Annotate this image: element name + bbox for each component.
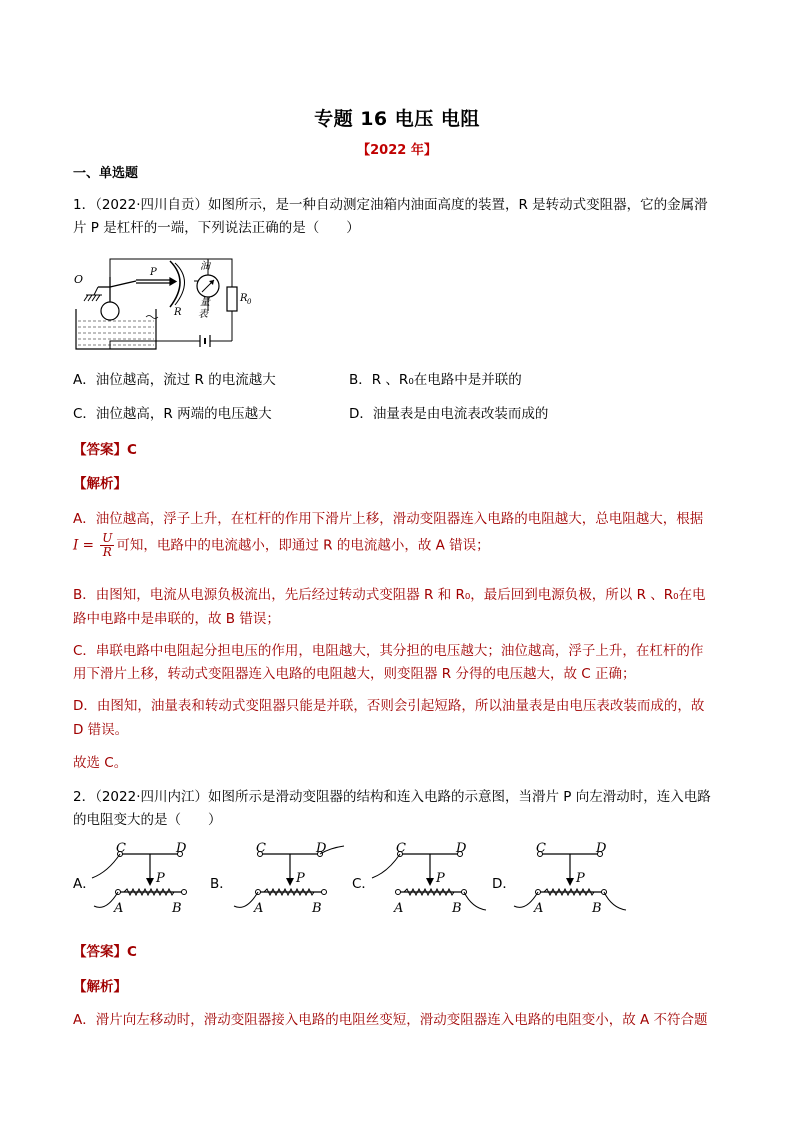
q2-diagrams (80, 842, 640, 922)
slider-p (136, 278, 176, 285)
lever (98, 277, 136, 302)
q1-analysis-tag: 【解析】 (73, 476, 127, 492)
svg-text:B: B (172, 901, 182, 916)
q1-answer: 【答案】C (73, 442, 137, 458)
q1-analysis-c-line1: C．串联电路中电阻起分担电压的作用，电阻越大，其分担的电压越大；油位越高，浮子上升，在杠杆的作 (73, 643, 704, 659)
label-r: R (174, 307, 182, 318)
svg-text:A: A (394, 901, 404, 916)
pivot-support (84, 287, 102, 301)
svg-text:B: B (452, 901, 462, 916)
battery (200, 335, 210, 347)
analysis-a-text: 可知，电路中的电流越小，即通过 R 的电流越小，故 A 错误； (116, 537, 490, 554)
meter-char-1: 油 (200, 261, 210, 272)
q2-option-a-label: A． (73, 876, 96, 892)
q1-option-d: D．油量表是由电流表改装而成的 (349, 406, 549, 422)
svg-text:D: D (456, 842, 467, 856)
circuit-wires (110, 259, 232, 349)
q2-option-c-label: C． (352, 876, 375, 892)
svg-text:A: A (254, 901, 264, 916)
page-title: 专题 16 电压 电阻 (314, 108, 480, 130)
svg-text:C: C (536, 842, 546, 856)
q1-stem-line2: 片 P 是杠杆的一端，下列说法正确的是（ ） (73, 220, 360, 236)
section-heading: 一、单选题 (73, 166, 139, 181)
svg-text:P: P (436, 871, 445, 886)
q2-stem-line2: 的电阻变大的是（ ） (73, 812, 222, 828)
q1-analysis-c-line2: 用下滑片上移，转动式变阻器连入电路的电阻越大，则变阻器 R 分得的电压越大，故 C 正确； (73, 666, 636, 682)
meter-char-2: 量 (200, 297, 210, 308)
svg-text:C: C (256, 842, 266, 856)
q1-conclusion: 故选 C。 (73, 755, 128, 771)
q1-analysis-a-line2 (73, 532, 723, 559)
q1-option-a: A．油位越高，流过 R 的电流越大 (73, 372, 276, 388)
svg-text:D: D (176, 842, 187, 856)
svg-text:B: B (592, 901, 602, 916)
meter-char-3: 表 (198, 309, 208, 320)
q1-analysis-b-line1: B．由图知，电流从电源负极流出，先后经过转动式变阻器 R 和 R₀，最后回到电源负极，所以 R 、R₀在电 (73, 587, 706, 603)
q1-stem-line1: 1．（2022·四川自贡）如图所示，是一种自动测定油箱内油面高度的装置，R 是转动式变阻器，它的金属滑 (73, 197, 708, 213)
svg-text:C: C (116, 842, 126, 856)
q2-analysis-tag: 【解析】 (73, 979, 127, 995)
svg-text:A: A (534, 901, 544, 916)
float-ball (101, 302, 119, 320)
svg-text:P: P (576, 871, 585, 886)
svg-text:D: D (316, 842, 327, 856)
svg-text:P: P (296, 871, 305, 886)
svg-text:B: B (312, 901, 322, 916)
svg-text:A: A (114, 901, 124, 916)
q1-option-c: C．油位越高，R 两端的电压越大 (73, 406, 272, 422)
q1-analysis-b-line2: 路中电路中是串联的，故 B 错误； (73, 611, 280, 627)
rheostat-d (514, 842, 626, 916)
svg-text:C: C (396, 842, 406, 856)
q1-analysis-a-line1: A．油位越高，浮子上升，在杠杆的作用下滑片上移，滑动变阻器连入电路的电阻越大，总电阻越大，根据 (73, 511, 704, 527)
q1-option-b: B．R 、R₀在电路中是并联的 (349, 372, 522, 388)
formula-denominator: R (102, 545, 112, 559)
q2-option-b-label: B． (210, 876, 233, 892)
q2-answer: 【答案】C (73, 944, 137, 960)
year-heading: 【2022 年】 (357, 143, 437, 158)
q2-analysis-a-line1: A．滑片向左移动时，滑动变阻器接入电路的电阻丝变短，滑动变阻器连入电路的电阻变小，故 A 不符合题 (73, 1012, 708, 1028)
label-r0: R (240, 293, 248, 304)
q2-option-d-label: D． (492, 876, 516, 892)
svg-text:P: P (156, 871, 165, 886)
formula-fraction (100, 532, 114, 559)
svg-text:D: D (596, 842, 607, 856)
q1-figure (72, 255, 252, 355)
q2-stem-line1: 2．（2022·四川内江）如图所示是滑动变阻器的结构和连入电路的示意图，当滑片 P 向左滑动时，连入电路 (73, 789, 711, 805)
rheostat-c (372, 842, 486, 916)
q1-analysis-d-line1: D．由图知，油量表和转动式变阻器只能是并联，否则会引起短路，所以油量表是由电压表改装而成的，故 (73, 698, 705, 714)
formula-left: I = (73, 537, 94, 554)
q1-analysis-d-line2: D 错误。 (73, 722, 129, 738)
label-o: O (74, 273, 84, 286)
rheostat-b (234, 842, 344, 916)
svg-text:0: 0 (247, 298, 252, 306)
formula-numerator: U (102, 531, 113, 545)
label-p: P (150, 267, 157, 278)
resistor-r0 (227, 287, 237, 311)
rheostat-a (92, 842, 187, 916)
